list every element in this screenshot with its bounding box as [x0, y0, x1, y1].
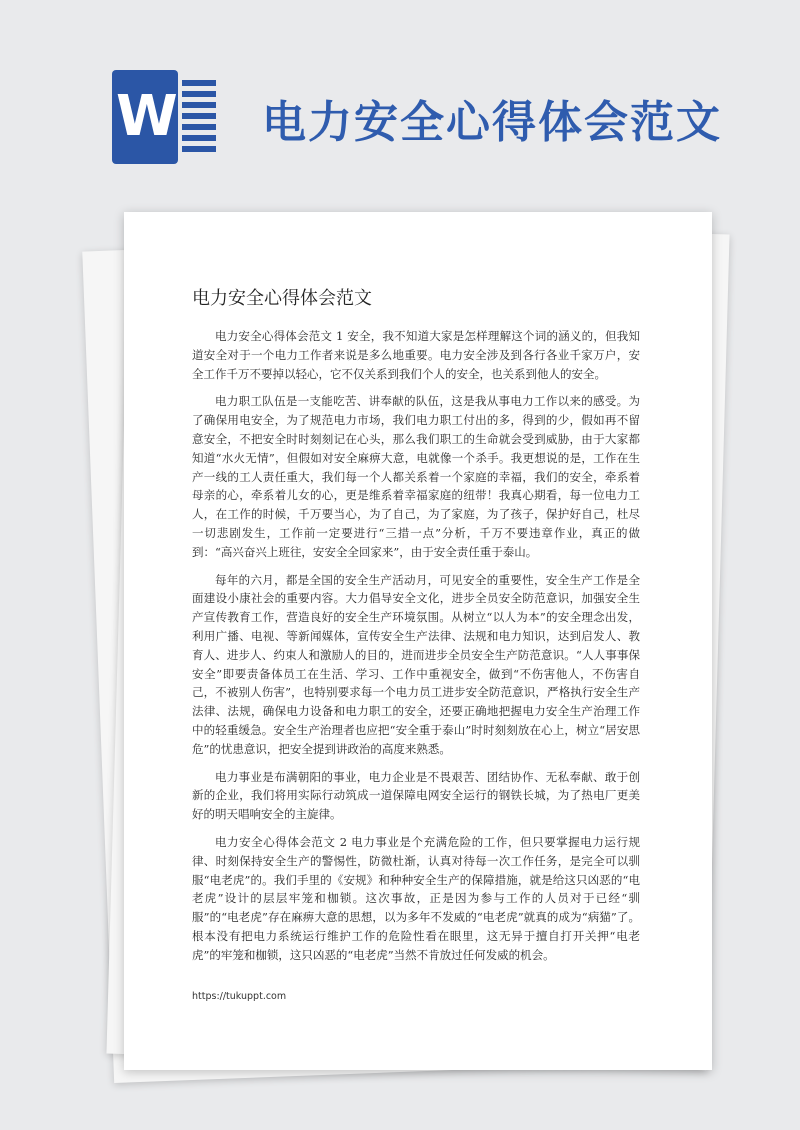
paragraph: 每年的六月，都是全国的安全生产活动月，可见安全的重要性，安全生产工作是全面建设小康社会的重要内容。大力倡导安全文化，进步全员安全防范意识，加强安全生产宣传教育工作，营造良好的安全生产环境氛围。从树立“以人为本”的安全理念出发，利用广播、电视、等新闻媒体，宣传安全生产法律、法规和电力知识，达到启发人、教育人、进步人、约束人和激励人的目的，进而进步全员安全生产防范意识。“人人事事保安全”即要责备体员工在生活、学习、工作中重视安全，做到“不伤害他人，不伤害自己，不被别人伤害”，也特别要求每一个电力员工进步安全防范意识，严格执行安全生产法律、法规，确保电力设备和电力职工的安全，还要正确地把握电力安全生产治理工作中的轻重缓急。安全生产治理者也应把“安全重于泰山”时时刻刻放在心上，树立“居安思危”的忧患意识，把安全提到讲政治的高度来熟悉。: [192, 572, 640, 756]
document-page: [124, 212, 712, 1070]
word-icon-lines: [182, 80, 216, 154]
word-icon-letter: W: [116, 84, 178, 149]
header-banner: [0, 0, 800, 200]
document-title: 电力安全心得体会范文: [192, 288, 372, 309]
paragraph: 电力事业是布满朝阳的事业，电力企业是不畏艰苦、团结协作、无私奉献、敢于创新的企业，我们将用实际行动筑成一道保障电网安全运行的钢铁长城，为了热电厂更美好的明天唱响安全的主旋律。: [192, 769, 640, 822]
document-body: [192, 327, 640, 974]
page-title: 电力安全心得体会范文: [262, 97, 722, 148]
paragraph: 电力安全心得体会范文 2 电力事业是个充满危险的工作，但只要掌握电力运行规律、时刻保持安全生产的警惕性，防微杜渐，认真对待每一次工作任务，是完全可以驯服“电老虎”的。我们手里的《安规》和种种安全生产的保障措施，就是给这只凶恶的“电老虎”设计的层层牢笼和枷锁。这次事故，正是因为参与工作的人员对于已经“驯服”的“电老虎”存在麻痹大意的思想，以为多年不发威的“电老虎”就真的成为“病猫”了。根本没有把电力系统运行维护工作的危险性看在眼里，这无异于擅自打开关押“电老虎”的牢笼和枷锁，这只凶恶的“电老虎”当然不肯放过任何发威的机会。: [192, 834, 640, 962]
footer-url: https://tukuppt.com: [192, 991, 287, 1002]
word-document-icon: [112, 70, 216, 164]
paragraph: 电力职工队伍是一支能吃苦、讲奉献的队伍，这是我从事电力工作以来的感受。为了确保用电安全，为了规范电力市场，我们电力职工付出的多，得到的少，假如再不留意安全，不把安全时时刻刻记在心头，那么我们职工的生命就会受到威胁，由于大家都知道“水火无情”，但假如对安全麻痹大意，电就像一个杀手。我更想说的是，工作在生产一线的工人责任重大，我们每一个人都关系着一个家庭的幸福，我们的安全，牵系着母亲的心，牵系着儿女的心，更是维系着幸福家庭的纽带！我真心期看，每一位电力工人，在工作的时候，千万要当心，为了自己，为了家庭，为了孩子，保护好自己，杜尽一切悲剧发生，工作前一定要进行“三措一点”分析，千万不要违章作业，真正的做到：“高兴奋兴上班往，安安全全回家来”，由于安全责任重于泰山。: [192, 394, 640, 559]
paragraph: 电力安全心得体会范文 1 安全，我不知道大家是怎样理解这个词的涵义的，但我知道安全对于一个电力工作者来说是多么地重要。电力安全涉及到各行各业千家万户，安全工作千万不要掉以轻心，它不仅关系到我们个人的安全，也关系到他人的安全。: [192, 329, 640, 381]
word-icon-tile: [112, 70, 178, 164]
